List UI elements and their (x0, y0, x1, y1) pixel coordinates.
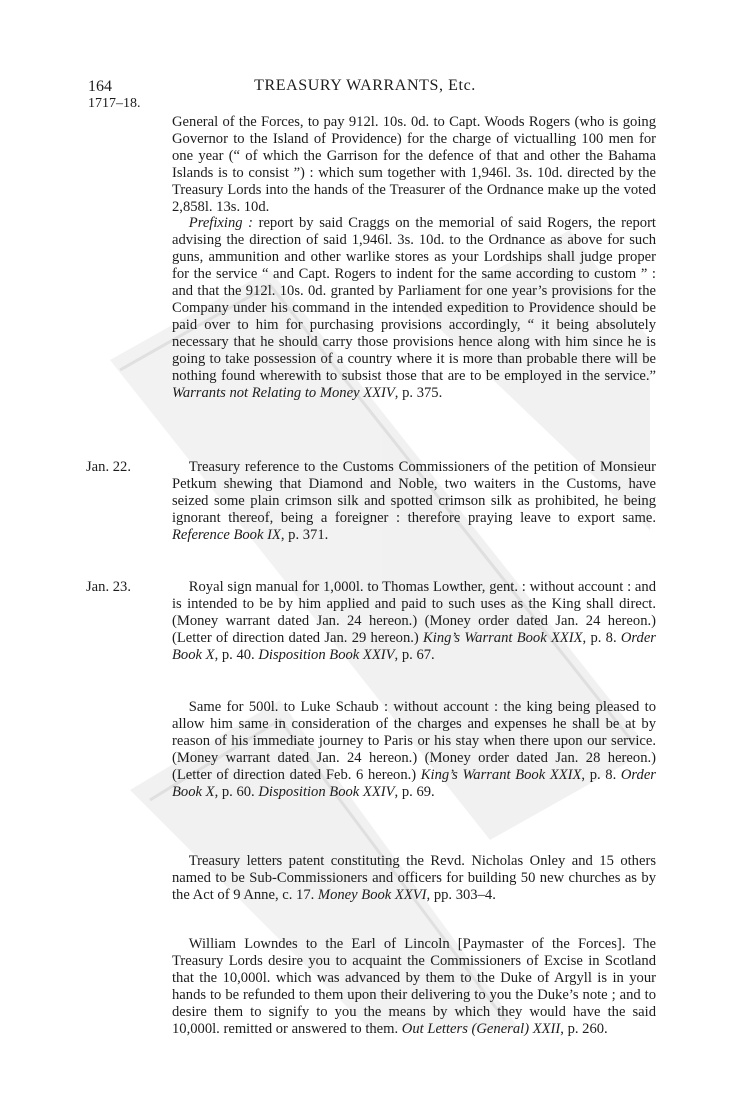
source-reference: King’s Warrant Book XXIX (420, 766, 582, 783)
entry-jan-23-lowndes-letter (172, 936, 656, 1037)
source-reference: Order Book X (172, 629, 656, 663)
source-page: , p. 69. (394, 783, 435, 800)
entry-paragraph (172, 459, 656, 544)
year-margin-label: 1717–18. (88, 96, 141, 111)
paragraph-text: report by said Craggs on the memorial of said Rogers, the report advising the direction of said 1,946l. 3s. 10d. to the Ordnance as above for such guns, ammunition and other warlike stores as your Lordships shall judge proper for the service “ and Capt. Rogers to indent for the same according to custom ” : and that the 912l. 10s. 0d. granted by Parliament for one year’s provisions for the Company under his command in the intended expedition to Providence should be paid over to him for purchasing provisions accordingly, “ it being absolutely necessary that he should carry those provisions hence along with him since he is going to take possession of a country where it is more than probable there will be nothing found wherewith to subsist those that are to be employed in the service.” (172, 215, 656, 384)
entry-paragraph-prefixing (172, 215, 656, 401)
entry-paragraph (172, 114, 656, 215)
entry-jan-23-schaub (172, 699, 656, 800)
paragraph-text: General of the Forces, to pay 912l. 10s. 0d. to Capt. Woods Rogers (who is going Governor to the Island of Providence) for the charge of victualling 100 men for one year (“ of which the Garrison for the defence of that and other the Bahama Islands is to consist ”) : which sum together with 1,946l. 3s. 10d. directed by the Treasury Lords into the hands of the Treasurer of the Ordnance make up the voted 2,858l. 13s. 10d. (172, 114, 656, 215)
entry-paragraph (172, 853, 656, 904)
source-page: , p. 8. (582, 629, 621, 646)
running-head: TREASURY WARRANTS, Etc. (254, 77, 476, 94)
source-page: , pp. 303–4. (426, 886, 496, 903)
prefixing-lead: Prefixing : (188, 215, 253, 232)
source-reference: Disposition Book XXIV (258, 646, 395, 663)
source-page: , p. 371. (280, 526, 329, 543)
source-page: , p. 67. (394, 646, 435, 663)
source-reference: King’s Warrant Book XXIX (423, 629, 583, 646)
entry-jan-23-churches (172, 853, 656, 904)
entry-jan-23-lowther (172, 579, 656, 664)
source-page: , p. 60. (214, 783, 259, 800)
date-margin-label: Jan. 22. (86, 459, 131, 475)
source-reference: Reference Book IX (172, 526, 281, 543)
entry-paragraph (172, 579, 656, 664)
source-reference: Order Book X (172, 766, 656, 800)
date-margin-label: Jan. 23. (86, 579, 131, 595)
entry-continued (172, 114, 656, 401)
paragraph-text: Treasury letters patent constituting the Revd. Nicholas Onley and 15 others named to be Sub-Commissioners and officers for building 50 new churches as by the Act of 9 Anne, c. 17. (172, 853, 656, 903)
paragraph-text: Treasury reference to the Customs Commissioners of the petition of Monsieur Petkum shewing that Diamond and Noble, two waiters in the Customs, have seized some plain crimson silk and spotted crimson silk as prohibited, he being ignorant thereof, being a foreigner : therefore praying leave to export same. (172, 459, 656, 526)
source-reference: Out Letters (General) XXII (401, 1020, 561, 1037)
source-page: , p. 260. (560, 1020, 608, 1037)
paragraph-text: Same for 500l. to Luke Schaub : without account : the king being pleased to allow him same in consideration of the charges and expenses he shall be at by reason of his immediate journey to Paris or his stay when there upon our service. (Money warrant dated Jan. 24 hereon.) (Money order dated Jan. 28 hereon.) (Letter of direction dated Feb. 6 hereon.) (172, 699, 656, 783)
paragraph-text: Royal sign manual for 1,000l. to Thomas Lowther, gent. : without account : and is intended to be by him applied and paid to such uses as the King shall direct. (Money warrant dated Jan. 24 hereon.) (Money order dated Jan. 24 hereon.) (Letter of direction dated Jan. 29 hereon.) (172, 579, 656, 646)
source-reference: Warrants not Relating to Money XXIV (172, 384, 395, 401)
entry-paragraph (172, 936, 656, 1037)
entry-paragraph (172, 699, 656, 800)
page-number: 164 (88, 78, 112, 95)
entry-jan-22 (172, 459, 656, 544)
source-reference: Disposition Book XXIV (258, 783, 395, 800)
source-reference: Money Book XXVI (317, 886, 427, 903)
source-page: , p. 375. (394, 384, 443, 401)
source-page: , p. 40. (214, 646, 259, 663)
paragraph-text: William Lowndes to the Earl of Lincoln [Paymaster of the Forces]. The Treasury Lords desire you to acquaint the Commissioners of Excise in Scotland that the 10,000l. which was advanced by them to the Duke of Argyll is in your hands to be refunded to them upon their delivering to you the Duke’s note ; and to desire them to signify to you the means by which they would have the said 10,000l. remitted or answered to them. (172, 936, 656, 1037)
source-page: , p. 8. (581, 766, 621, 783)
